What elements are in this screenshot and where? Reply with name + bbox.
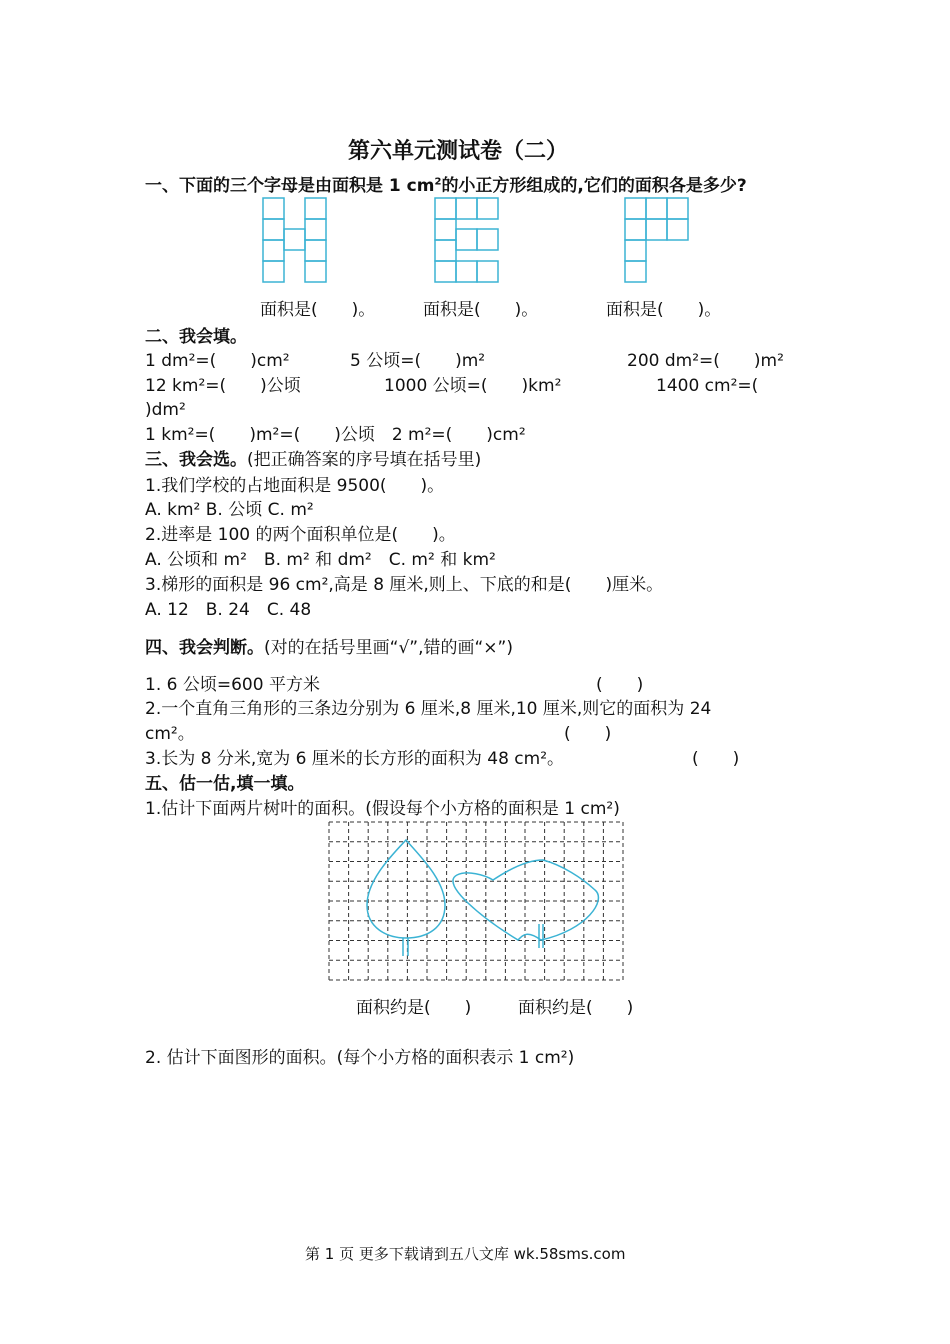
fill-2b: 1000 公顷=( )km² — [384, 376, 562, 396]
choice-q1: 1.我们学校的占地面积是 9500( )。 — [145, 476, 445, 496]
area-answer-p: 面积是( )。 — [606, 300, 722, 320]
fill-3: 1 km²=( )m²=( )公顷 2 m²=( )cm² — [145, 425, 526, 445]
fill-2a: 12 km²=( )公顷 — [145, 376, 301, 396]
estimate-q2: 2. 估计下面图形的面积。(每个小方格的面积表示 1 cm²) — [145, 1048, 575, 1068]
section4-heading: 四、我会判断。(对的在括号里画“√”,错的画“×”) — [145, 638, 513, 658]
judge-q3: 3.长为 8 分米,宽为 6 厘米的长方形的面积为 48 cm²。 — [145, 749, 565, 769]
choice-q3: 3.梯形的面积是 96 cm²,高是 8 厘米,则上、下底的和是( )厘米。 — [145, 575, 664, 595]
leaf-grid-figure — [327, 820, 627, 984]
choice-q2: 2.进率是 100 的两个面积单位是( )。 — [145, 525, 456, 545]
fill-2c: 1400 cm²=( — [656, 376, 759, 396]
area-answer-h: 面积是( )。 — [260, 300, 376, 320]
leaf-2-stem — [539, 924, 543, 948]
fill-1a: 1 dm²=( )cm² — [145, 351, 290, 371]
choice-q2-options: A. 公顷和 m² B. m² 和 dm² C. m² 和 km² — [145, 550, 496, 570]
judge-q1: 1. 6 公顷=600 平方米 — [145, 675, 320, 695]
choice-q3-options: A. 12 B. 24 C. 48 — [145, 600, 312, 620]
judge-q1-bracket: ( ) — [596, 675, 644, 695]
letter-e-figure — [434, 196, 504, 286]
leaf-1-stem — [403, 938, 408, 956]
section1-heading: 一、下面的三个字母是由面积是 1 $cm^2$的小正方形组成的,它们的面积各是多少? — [145, 176, 747, 196]
section3-heading: 三、我会选。(把正确答案的序号填在括号里) — [145, 450, 482, 470]
fill-1b: 5 公顷=( )m² — [350, 351, 486, 371]
page-footer: 第 1 页 更多下载请到五八文库 wk.58sms.com — [305, 1245, 626, 1263]
fill-2d: )dm² — [145, 400, 186, 420]
section5-heading: 五、估一估,填一填。 — [145, 774, 305, 794]
letter-h-figure — [262, 196, 332, 286]
estimate-q1: 1.估计下面两片树叶的面积。(假设每个小方格的面积是 1 cm²) — [145, 799, 620, 819]
judge-q2: 2.一个直角三角形的三条边分别为 6 厘米,8 厘米,10 厘米,则它的面积为 24 — [145, 699, 712, 719]
section2-heading: 二、我会填。 — [145, 327, 247, 347]
choice-q1-options: A. km² B. 公顷 C. m² — [145, 500, 314, 520]
judge-q3-bracket: ( ) — [692, 749, 740, 769]
leaf-2-answer: 面积约是( ) — [518, 998, 634, 1018]
page-title: 第六单元测试卷（二） — [348, 138, 569, 164]
judge-q2-cont: cm²。 — [145, 724, 195, 744]
leaf-2 — [453, 860, 598, 940]
letter-p-figure — [624, 196, 694, 286]
leaf-1 — [367, 840, 445, 938]
area-answer-e: 面积是( )。 — [423, 300, 539, 320]
judge-q2-bracket: ( ) — [564, 724, 612, 744]
leaf-1-answer: 面积约是( ) — [356, 998, 472, 1018]
fill-1c: 200 dm²=( )m² — [627, 351, 784, 371]
